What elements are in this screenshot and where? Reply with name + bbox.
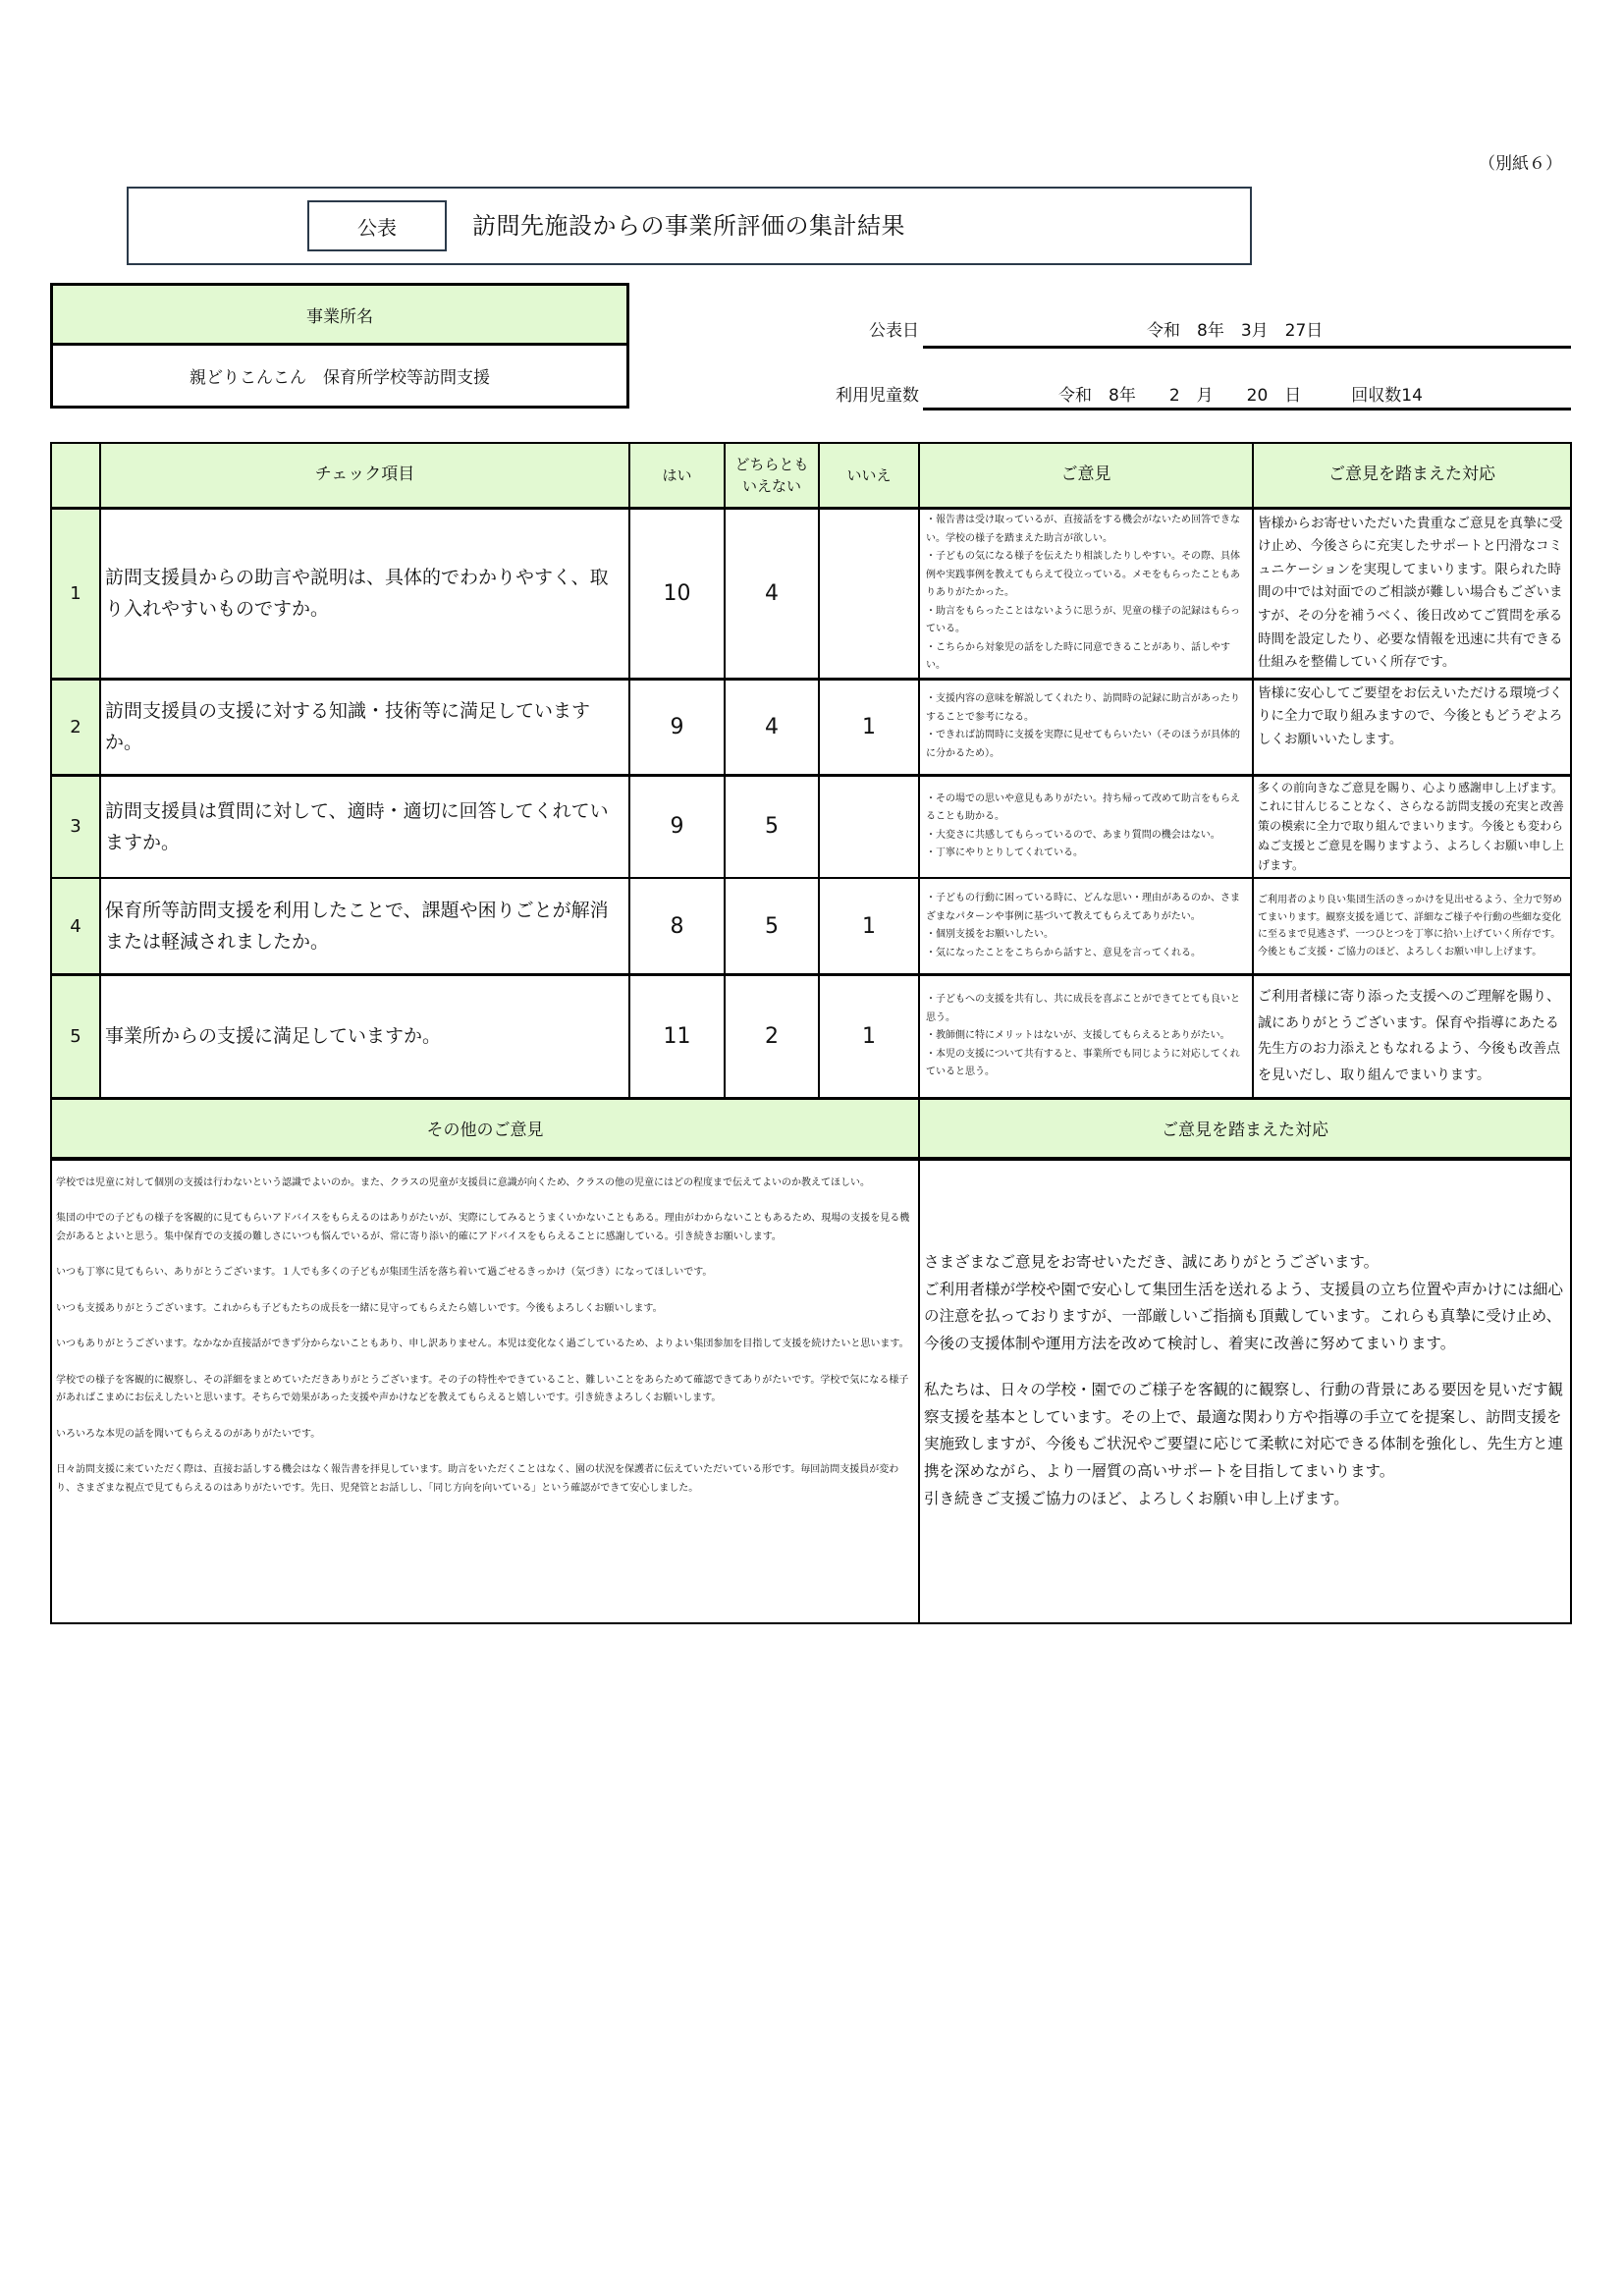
other-opinion-item: 学校での様子を客観的に観察し、その詳細をまとめていただきありがとうございます。その子の特性やできていること、難しいことをあらためて確認できてありがたいです。学校で気になる様子があればこまめにお伝えしたいと思います。そちらで効果があった支援や声かけなどを教えてもらえると嬉しいです。引き続きよろしくお願いします。: [56, 1374, 909, 1404]
header-no: いいえ: [819, 443, 919, 509]
row-opinions: [919, 509, 1253, 680]
row-opinions: [919, 974, 1253, 1098]
other-header-row: [51, 1098, 1571, 1159]
row-question: 事業所からの支援に満足していますか。: [100, 974, 629, 1098]
row-question: 訪問支援員は質問に対して、適時・適切に回答してくれていますか。: [100, 775, 629, 878]
row-number: 3: [51, 775, 100, 878]
table-row: [51, 679, 1571, 775]
row-no-count: 1: [819, 878, 919, 974]
row-yes-count: 9: [629, 679, 725, 775]
table-row: [51, 775, 1571, 878]
row-response: 皆様からお寄せいただいた貴重なご意見を真摯に受け止め、今後さらに充実したサポートと円滑なコミュニケーションを実現してまいります。限られた時間の中では対面でのご相談が難しい場合もございますが、その分を補うべく、後日改めてご質問を承る時間を設定したり、必要な情報を迅速に共有できる仕組みを整備していく所存です。: [1253, 509, 1571, 680]
opinion-item: ・気になったことをこちらから話すと、意見を言ってくれる。: [926, 947, 1201, 958]
row-opinions: [919, 775, 1253, 878]
row-no-count: [819, 775, 919, 878]
user-count-value: 令和 8年 2 月 20 日 回収数14: [1058, 386, 1423, 406]
row-no-count: 1: [819, 974, 919, 1098]
header-neither-line1: どちらとも: [734, 455, 809, 473]
row-question: 訪問支援員からの助言や説明は、具体的でわかりやすく、取り入れやすいものですか。: [100, 509, 629, 680]
row-number: 5: [51, 974, 100, 1098]
other-response-item: さまざまなご意見をお寄せいただき、誠にありがとうございます。 ご利用者様が学校や園で安心して集団生活を送れるよう、支援員の立ち位置や声かけには細心の注意を払っておりますが、一部厳しいご指摘も頂戴しています。これらも真摯に受け止め、今後の支援体制や運用方法を改めて検討し、着実に改善に努めてまいります。: [924, 1252, 1564, 1352]
opinion-item: ・教師側に特にメリットはないが、支援してもらえるとありがたい。: [926, 1030, 1230, 1042]
row-yes-count: 11: [629, 974, 725, 1098]
header-yes: はい: [629, 443, 725, 509]
publish-date-line: [923, 346, 1571, 349]
row-neither-count: 5: [725, 775, 819, 878]
opinion-item: ・助言をもらったことはないように思うが、児童の様子の記録はもらっている。: [926, 605, 1240, 634]
table-header-row: [51, 443, 1571, 509]
row-number: 1: [51, 509, 100, 680]
opinion-item: ・子どもへの支援を共有し、共に成長を喜ぶことができてとても良いと思う。: [926, 994, 1240, 1023]
opinion-item: ・本児の支援について共有すると、事業所でも同じように対応してくれていると思う。: [926, 1048, 1240, 1078]
row-response: ご利用者様に寄り添った支援へのご理解を賜り、誠にありがとうございます。保育や指導にあたる先生方のお力添えともなれるよう、今後も改善点を見いだし、取り組んでまいります。: [1253, 974, 1571, 1098]
header-response: ご意見を踏まえた対応: [1253, 443, 1571, 509]
row-neither-count: 4: [725, 679, 819, 775]
row-opinions: [919, 878, 1253, 974]
other-opinion-item: 学校では児童に対して個別の支援は行わないという認識でよいのか。また、クラスの児童が支援員に意識が向くため、クラスの他の児童にはどの程度まで伝えてよいのか教えてほしい。: [56, 1176, 870, 1188]
page-title: 訪問先施設からの事業所評価の集計結果: [472, 212, 905, 240]
user-count-label: 利用児童数: [836, 386, 919, 406]
publish-date-value: 令和 8年 3月 27日: [1147, 321, 1324, 341]
other-opinion-item: 集団の中での子どもの様子を客観的に見てもらいアドバイスをもらえるのはありがたいが、実際にしてみるとうまくいかないこともある。理由がわからないこともあるため、現場の支援を見る機会があるとよいと思う。集中保育での支援の難しさにいつも悩んでいるが、常に寄り添い的確にアドバイスをもらえることに感謝している。引き続きお願いします。: [56, 1213, 910, 1242]
row-opinions: [919, 679, 1253, 775]
row-question: 訪問支援員の支援に対する知識・技術等に満足していますか。: [100, 679, 629, 775]
header-check-item: チェック項目: [100, 443, 629, 509]
appendix-label: （別紙６）: [1479, 154, 1562, 174]
office-info-box: [50, 283, 629, 409]
opinion-item: ・大変さに共感してもらっているので、あまり質問の機会はない。: [926, 829, 1220, 841]
opinion-item: ・こちらから対象児の話をした時に同意できることがあり、話しやすい。: [926, 641, 1230, 671]
row-neither-count: 5: [725, 878, 819, 974]
opinion-item: ・個別支援をお願いしたい。: [926, 929, 1054, 941]
publish-date-label: 公表日: [869, 321, 919, 341]
other-opinions: [51, 1159, 919, 1623]
evaluation-table: [50, 442, 1572, 1624]
row-no-count: [819, 509, 919, 680]
row-response: 多くの前向きなご意見を賜り、心より感謝申し上げます。これに甘んじることなく、さらなる訪問支援の充実と改善策の模索に全力で取り組んでまいります。今後とも変わらぬご支援とご意見を賜りますよう、よろしくお願い申し上げます。: [1253, 775, 1571, 878]
table-row: [51, 509, 1571, 680]
user-count-line: [923, 408, 1571, 410]
other-opinions-header: その他のご意見: [51, 1098, 919, 1159]
row-no-count: 1: [819, 679, 919, 775]
other-content-row: [51, 1159, 1571, 1623]
other-response-header: ご意見を踏まえた対応: [919, 1098, 1571, 1159]
opinion-item: ・できれば訪問時に支援を実際に見せてもらいたい（そのほうが具体的に分かるため）。: [926, 730, 1240, 759]
opinion-item: ・丁寧にやりとりしてくれている。: [926, 847, 1083, 859]
row-question: 保育所等訪問支援を利用したことで、課題や困りごとが解消または軽減されましたか。: [100, 878, 629, 974]
other-responses: [919, 1159, 1571, 1623]
opinion-item: ・子どもの行動に困っている時に、どんな思い・理由があるのか、さまざまなパターンや事例に基づいて教えてもらえてありがたい。: [926, 893, 1240, 922]
header-opinion: ご意見: [919, 443, 1253, 509]
header-neither-line2: いえない: [741, 477, 801, 495]
public-badge: 公表: [307, 200, 447, 251]
table-row: [51, 878, 1571, 974]
opinion-item: ・子どもの気になる様子を伝えたり相談したりしやすい。その際、具体例や実践事例を教えてもらえて役立っている。メモをもらったこともありありがたかった。: [926, 551, 1240, 598]
row-neither-count: 4: [725, 509, 819, 680]
row-response: ご利用者のより良い集団生活のきっかけを見出せるよう、全力で努めてまいります。観察支援を通じて、詳細なご様子や行動の些細な変化に至るまで見逃さず、一つひとつを丁寧に拾い上げていく所存です。今後ともご支援・ご協力のほど、よろしくお願い申し上げます。: [1253, 878, 1571, 974]
row-response: 皆様に安心してご要望をお伝えいただける環境づくりに全力で取り組みますので、今後ともどうぞよろしくお願いいたします。: [1253, 679, 1571, 775]
header-neither: [725, 443, 819, 509]
opinion-item: ・報告書は受け取っているが、直接話をする機会がないため回答できない。学校の様子を踏まえた助言が欲しい。: [926, 515, 1240, 544]
other-opinion-item: いつも丁寧に見てもらい、ありがとうございます。１人でも多くの子どもが集団生活を落ち着いて過ごせるきっかけ（気づき）になってほしいです。: [56, 1267, 713, 1279]
row-yes-count: 9: [629, 775, 725, 878]
opinion-item: ・支援内容の意味を解説してくれたり、訪問時の記録に助言があったりすることで参考になる。: [926, 693, 1240, 723]
row-number: 2: [51, 679, 100, 775]
office-label: 事業所名: [53, 286, 626, 346]
row-yes-count: 8: [629, 878, 725, 974]
table-row: [51, 974, 1571, 1098]
other-opinion-item: いつもありがとうございます。なかなか直接話ができず分からないこともあり、申し訳ありません。本児は変化なく過ごしているため、よりよい集団参加を目指して支援を続けたいと思います。: [56, 1339, 909, 1350]
office-name: 親どりこんこん 保育所学校等訪問支援: [189, 368, 490, 388]
opinion-item: ・その場での思いや意見もありがたい。持ち帰って改めて助言をもらえることも助かる。: [926, 793, 1240, 823]
row-number: 4: [51, 878, 100, 974]
other-response-item: 私たちは、日々の学校・園でのご様子を客観的に観察し、行動の背景にある要因を見いだす観察支援を基本としています。その上で、最適な関わり方や指導の手立てを提案し、訪問支援を実施致しますが、今後もご状況やご要望に応じて柔軟に対応できる体制を強化し、先生方と連携を深めながら、より一層質の高いサポートを目指してまいります。 引き続きご支援ご協力のほど、よろしくお願い申し上げます。: [924, 1381, 1564, 1507]
row-neither-count: 2: [725, 974, 819, 1098]
other-opinion-item: いろいろな本児の話を聞いてもらえるのがありがたいです。: [56, 1428, 321, 1440]
title-box: [127, 187, 1252, 265]
header-number: [51, 443, 100, 509]
other-opinion-item: 日々訪問支援に来ていただく際は、直接お話しする機会はなく報告書を拝見しています。助言をいただくことはなく、園の状況を保護者に伝えていただいている形です。毎回訪問支援員が変わり、さまざまな視点で見てもらえるのはありがたいです。先日、児発管とお話しし、「同じ方向を向いている」という確認ができて安心しました。: [56, 1464, 899, 1494]
other-opinion-item: いつも支援ありがとうございます。これからも子どもたちの成長を一緒に見守ってもらえたら嬉しいです。今後もよろしくお願いします。: [56, 1302, 663, 1314]
row-yes-count: 10: [629, 509, 725, 680]
